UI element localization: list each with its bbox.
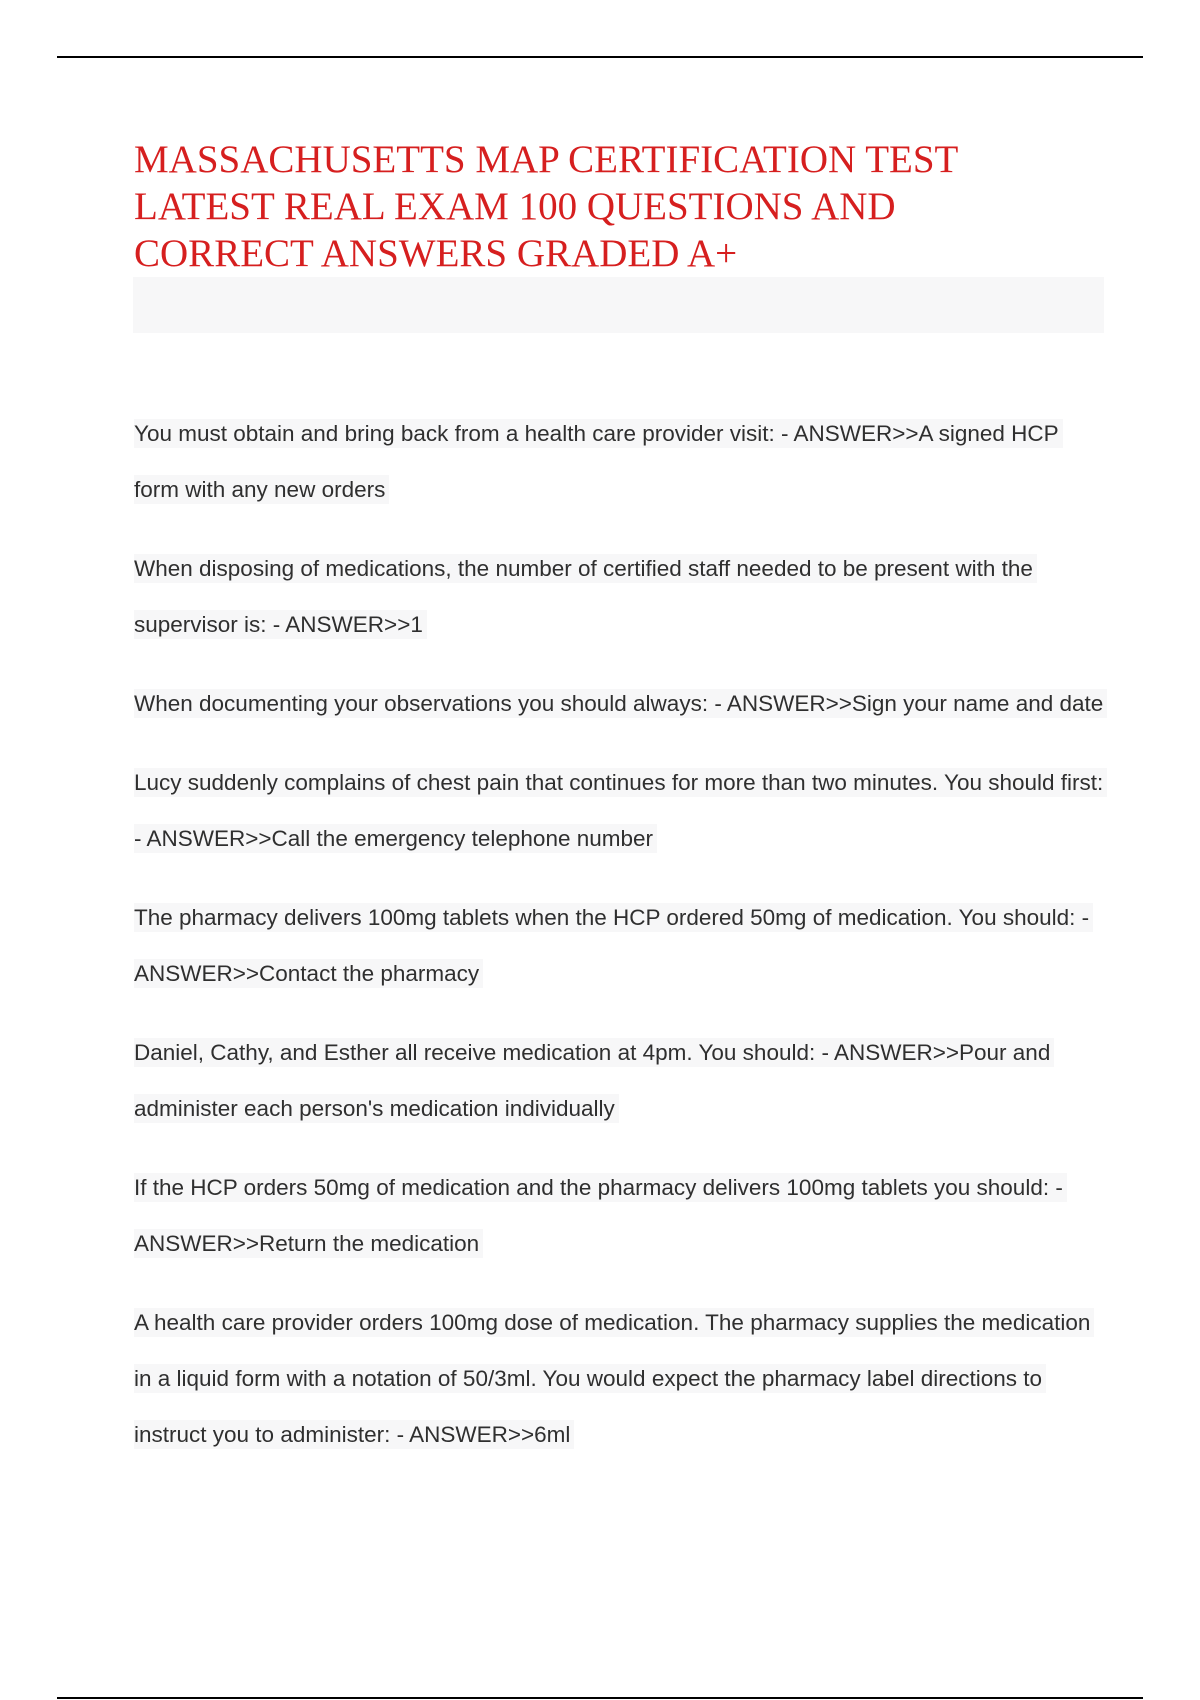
document-title: MASSACHUSETTS MAP CERTIFICATION TEST LATEST REAL EXAM 100 QUESTIONS AND CORRECT ANSWERS GRADED A+: [134, 138, 958, 275]
qa-item: [134, 1295, 1109, 1463]
qa-item: [134, 406, 1109, 518]
qa-text: The pharmacy delivers 100mg tablets when the HCP ordered 50mg of medication. You should: - ANSWER>>Contact the pharmacy: [134, 903, 1093, 988]
title-highlight-band: [133, 277, 1104, 333]
qa-item: [134, 1025, 1109, 1137]
qa-item: [134, 676, 1109, 732]
qa-text: You must obtain and bring back from a health care provider visit: - ANSWER>>A signed HCP form with any new orders: [134, 419, 1063, 504]
qa-item: [134, 890, 1109, 1002]
bottom-rule: [57, 1697, 1143, 1699]
qa-text: Lucy suddenly complains of chest pain that continues for more than two minutes. You should first: - ANSWER>>Call the emergency telephone number: [134, 768, 1107, 853]
qa-text: When disposing of medications, the number of certified staff needed to be present with the supervisor is: - ANSWER>>1: [134, 554, 1037, 639]
qa-list: [134, 406, 1109, 1486]
qa-text: When documenting your observations you should always: - ANSWER>>Sign your name and date: [134, 689, 1107, 718]
qa-text: If the HCP orders 50mg of medication and the pharmacy delivers 100mg tablets you should: - ANSWER>>Return the medication: [134, 1173, 1067, 1258]
qa-item: [134, 755, 1109, 867]
qa-text: A health care provider orders 100mg dose of medication. The pharmacy supplies the medication in a liquid form with a notation of 50/3ml. You would expect the pharmacy label directions to instruct you to administer: - ANSWER>>6ml: [134, 1308, 1094, 1449]
qa-text: Daniel, Cathy, and Esther all receive medication at 4pm. You should: - ANSWER>>Pour and administer each person's medication individually: [134, 1038, 1054, 1123]
qa-item: [134, 541, 1109, 653]
qa-item: [134, 1160, 1109, 1272]
top-rule: [57, 56, 1143, 58]
